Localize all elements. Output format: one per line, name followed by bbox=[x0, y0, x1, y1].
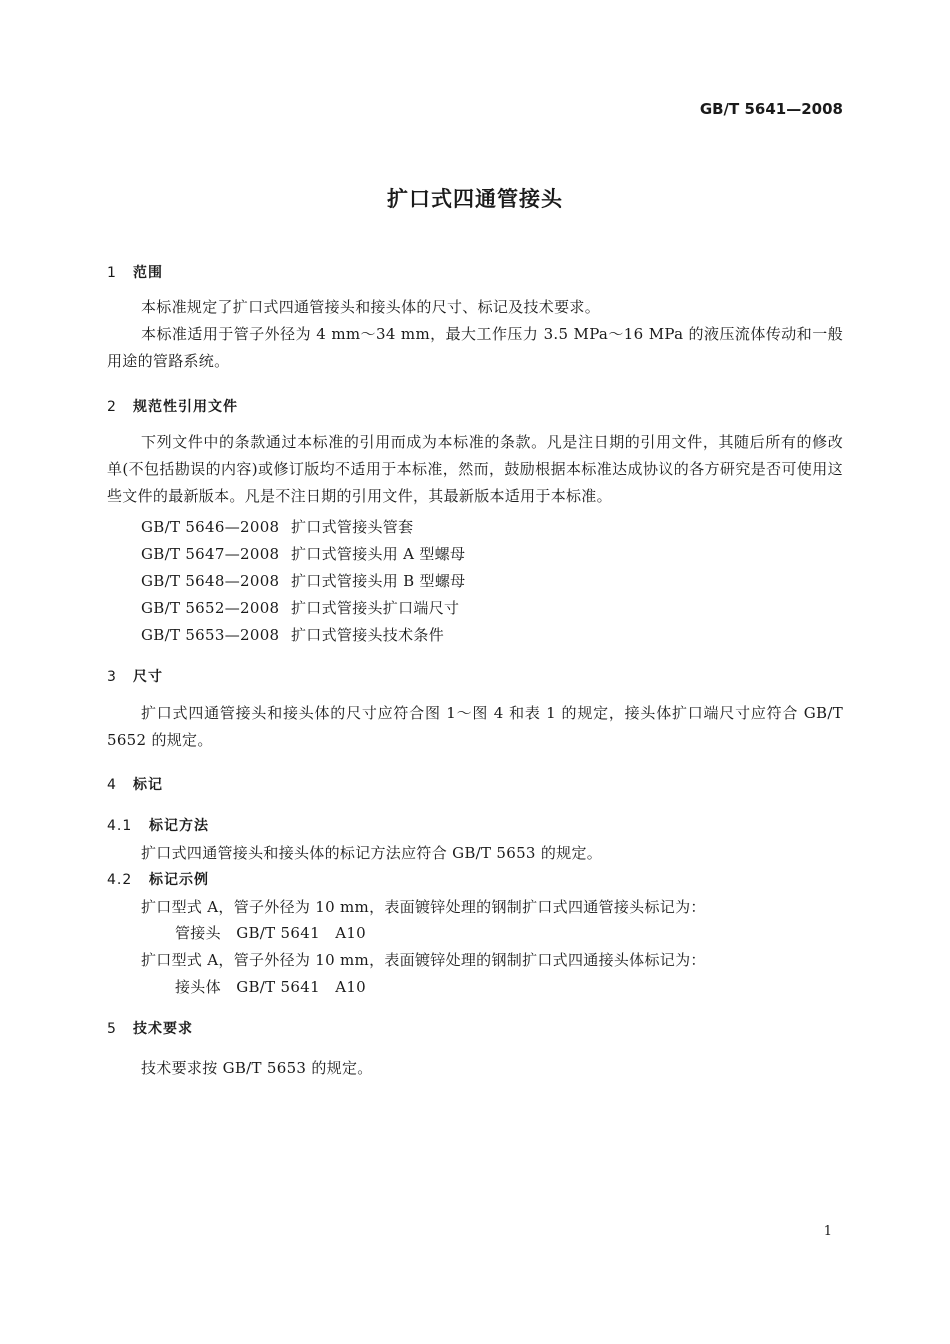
reference-code: GB/T 5647—2008 bbox=[141, 545, 280, 563]
reference-name: 扩口式管接头管套 bbox=[291, 518, 414, 536]
section-5-paragraph: 技术要求按 GB/T 5653 的规定。 bbox=[141, 1059, 373, 1077]
section-number: 4 bbox=[107, 777, 117, 793]
section-number: 5 bbox=[107, 1021, 117, 1037]
section-4-1-heading bbox=[107, 815, 209, 835]
marking-example-2-mark: 接头体 GB/T 5641 A10 bbox=[175, 978, 367, 996]
section-title: 标记 bbox=[133, 777, 163, 793]
section-title: 标记示例 bbox=[149, 872, 209, 888]
section-2-heading bbox=[107, 396, 238, 416]
marking-example-1-mark: 管接头 GB/T 5641 A10 bbox=[175, 924, 367, 942]
section-5-heading bbox=[107, 1018, 193, 1038]
standard-code: GB/T 5641—2008 bbox=[699, 100, 843, 118]
reference-item bbox=[141, 597, 459, 618]
section-title: 尺寸 bbox=[133, 669, 163, 685]
section-1-paragraph-1: 本标准规定了扩口式四通管接头和接头体的尺寸、标记及技术要求。 bbox=[141, 298, 601, 316]
section-2-paragraph-1: 下列文件中的条款通过本标准的引用而成为本标准的条款。凡是注日期的引用文件，其随后所有的修改单(不包括勘误的内容)或修订版均不适用于本标准，然而，鼓励根据本标准达成协议的各方研究是否可使用这些文件的最新版本。凡是不注日期的引用文件，其最新版本适用于本标准。 bbox=[107, 433, 843, 505]
section-number: 3 bbox=[107, 669, 117, 685]
section-number: 4.1 bbox=[107, 818, 133, 834]
section-title: 规范性引用文件 bbox=[133, 399, 238, 415]
section-1-heading bbox=[107, 262, 163, 282]
section-4-heading bbox=[107, 774, 163, 794]
section-3-heading bbox=[107, 666, 163, 686]
section-4-1-paragraph: 扩口式四通管接头和接头体的标记方法应符合 GB/T 5653 的规定。 bbox=[141, 844, 603, 862]
reference-code: GB/T 5652—2008 bbox=[141, 599, 280, 617]
section-number: 4.2 bbox=[107, 872, 133, 888]
page-number: 1 bbox=[823, 1224, 832, 1239]
reference-item bbox=[141, 516, 413, 537]
marking-example-1-text: 扩口型式 A，管子外径为 10 mm，表面镀锌处理的钢制扩口式四通管接头标记为： bbox=[141, 898, 706, 916]
section-number: 2 bbox=[107, 399, 117, 415]
reference-code: GB/T 5646—2008 bbox=[141, 518, 280, 536]
reference-name: 扩口式管接头用 B 型螺母 bbox=[291, 572, 466, 590]
reference-code: GB/T 5653—2008 bbox=[141, 626, 280, 644]
reference-item bbox=[141, 624, 444, 645]
reference-code: GB/T 5648—2008 bbox=[141, 572, 280, 590]
reference-name: 扩口式管接头扩口端尺寸 bbox=[291, 599, 460, 617]
reference-item bbox=[141, 543, 465, 564]
section-3-paragraph-1: 扩口式四通管接头和接头体的尺寸应符合图 1～图 4 和表 1 的规定，接头体扩口端尺寸应符合 GB/T 5652 的规定。 bbox=[107, 704, 843, 749]
document-title: 扩口式四通管接头 bbox=[387, 187, 563, 211]
section-title: 范围 bbox=[133, 265, 163, 281]
section-title: 标记方法 bbox=[149, 818, 209, 834]
section-title: 技术要求 bbox=[133, 1021, 193, 1037]
marking-example-2-text: 扩口型式 A，管子外径为 10 mm，表面镀锌处理的钢制扩口式四通接头体标记为： bbox=[141, 951, 706, 969]
reference-name: 扩口式管接头用 A 型螺母 bbox=[291, 545, 466, 563]
reference-name: 扩口式管接头技术条件 bbox=[291, 626, 445, 644]
reference-item bbox=[141, 570, 465, 591]
section-number: 1 bbox=[107, 265, 117, 281]
section-1-paragraph-2: 本标准适用于管子外径为 4 mm～34 mm，最大工作压力 3.5 MPa～16 MPa 的液压流体传动和一般用途的管路系统。 bbox=[107, 325, 843, 370]
section-4-2-heading bbox=[107, 869, 209, 889]
